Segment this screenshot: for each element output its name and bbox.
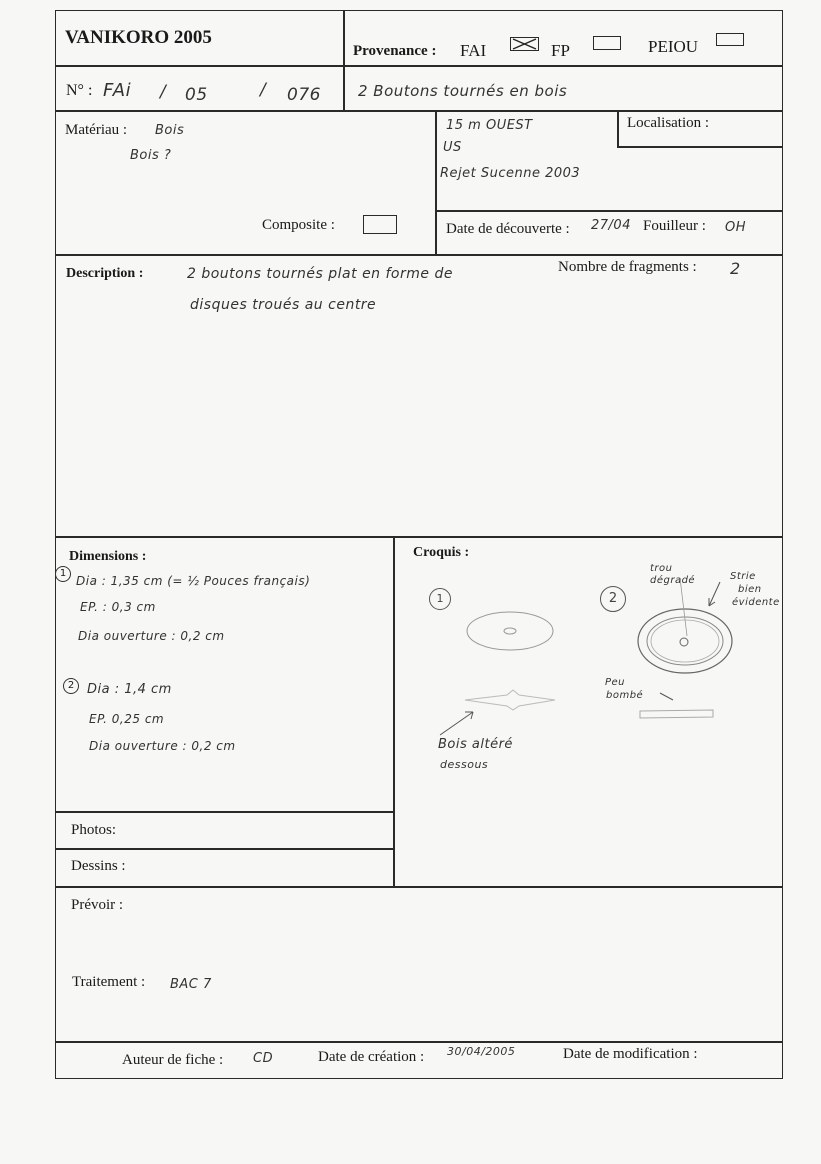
prov-fai-checkbox[interactable] (510, 37, 539, 51)
material-value-1: Bois (155, 123, 185, 138)
discovery-date-label: Date de découverte : (446, 221, 570, 237)
digger-label: Fouilleur : (643, 218, 706, 234)
sketch-1-marker: 1 (429, 588, 451, 610)
description-label: Description : (66, 266, 144, 281)
item-1-dia: Dia : 1,35 cm (= ½ Pouces français) (76, 574, 311, 588)
note-peu-1: Peu (605, 677, 626, 688)
prov-peiou-checkbox[interactable] (716, 33, 744, 46)
button-2-profile (640, 710, 713, 718)
author-value: CD (253, 1051, 274, 1066)
note-peu-2: bombé (606, 690, 644, 701)
button-2-ring (647, 617, 723, 665)
row-divider (617, 146, 783, 148)
note-trou: trou dégradé (650, 563, 696, 586)
number-sep2: / (260, 80, 267, 100)
row-divider (55, 886, 783, 888)
note-strie-1: Strie (730, 571, 756, 582)
button-1-outline (467, 612, 553, 650)
col-divider (617, 110, 619, 147)
note-strie-3: évidente (732, 597, 780, 608)
number-label: N° : (66, 82, 93, 99)
button-2-hole (680, 638, 688, 646)
item-2-marker: 2 (63, 678, 79, 694)
dessins-label: Dessins : (71, 858, 126, 874)
croquis-label: Croquis : (413, 545, 470, 560)
row-divider (55, 65, 783, 67)
button-1-profile (465, 690, 555, 710)
discovery-date-value: 27/04 (591, 218, 631, 233)
cross-mark-icon (511, 38, 538, 50)
prov-fai-label: FAI (460, 41, 487, 60)
note-bois-2: dessous (440, 758, 489, 771)
item-2-opening: Dia ouverture : 0,2 cm (89, 739, 236, 753)
page-title: VANIKORO 2005 (65, 27, 212, 48)
button-1-hole (504, 628, 516, 634)
prevoir-label: Prévoir : (71, 897, 124, 913)
fragments-value: 2 (730, 259, 741, 278)
location-line-2: US (443, 140, 462, 155)
item-1-ep: EP. : 0,3 cm (80, 600, 156, 614)
material-label: Matériau : (65, 122, 128, 138)
item-1-marker: 1 (55, 566, 71, 582)
author-label: Auteur de fiche : (122, 1052, 224, 1068)
note-strie-2: bien (738, 584, 762, 595)
row-divider (435, 210, 783, 212)
photos-label: Photos: (71, 822, 117, 838)
material-value-2: Bois ? (130, 148, 172, 163)
digger-value: OH (725, 220, 747, 235)
description-line-2: disques troués au centre (190, 297, 377, 313)
modified-label: Date de modification : (563, 1046, 698, 1062)
fragments-label: Nombre de fragments : (558, 259, 697, 275)
dimensions-label: Dimensions : (69, 549, 147, 564)
row-divider (55, 254, 783, 256)
localisation-label: Localisation : (627, 115, 710, 131)
prov-fp-checkbox[interactable] (593, 36, 621, 50)
provenance-label: Provenance : (353, 43, 437, 59)
button-2-ring-inner (651, 620, 719, 662)
row-divider (55, 1041, 783, 1043)
col-divider (435, 110, 437, 255)
treatment-value: BAC 7 (170, 977, 212, 992)
croquis-drawing (395, 540, 783, 880)
prov-fp-label: FP (551, 41, 570, 60)
row-divider (55, 110, 783, 112)
row-divider (55, 848, 393, 850)
object-name: 2 Boutons tournés en bois (358, 82, 568, 100)
treatment-label: Traitement : (72, 974, 146, 990)
item-1-opening: Dia ouverture : 0,2 cm (78, 629, 225, 643)
number-part1: FAi (103, 80, 132, 101)
col-divider (343, 10, 345, 110)
location-line-1: 15 m OUEST (446, 118, 533, 133)
number-part2: 05 (185, 85, 208, 105)
composite-label: Composite : (262, 217, 335, 233)
row-divider (55, 811, 393, 813)
item-2-ep: EP. 0,25 cm (89, 712, 165, 726)
note-bois-1: Bois altéré (438, 737, 513, 752)
sketch-2-marker: 2 (600, 586, 626, 612)
item-2-dia: Dia : 1,4 cm (87, 682, 172, 697)
composite-checkbox[interactable] (363, 215, 397, 234)
location-line-3: Rejet Sucenne 2003 (440, 166, 581, 181)
row-divider (55, 536, 783, 538)
number-part3: 076 (287, 85, 321, 105)
created-value: 30/04/2005 (447, 1045, 516, 1058)
description-line-1: 2 boutons tournés plat en forme de (187, 266, 453, 282)
prov-peiou-label: PEIOU (648, 37, 699, 56)
created-label: Date de création : (318, 1049, 425, 1065)
number-sep1: / (160, 82, 167, 102)
